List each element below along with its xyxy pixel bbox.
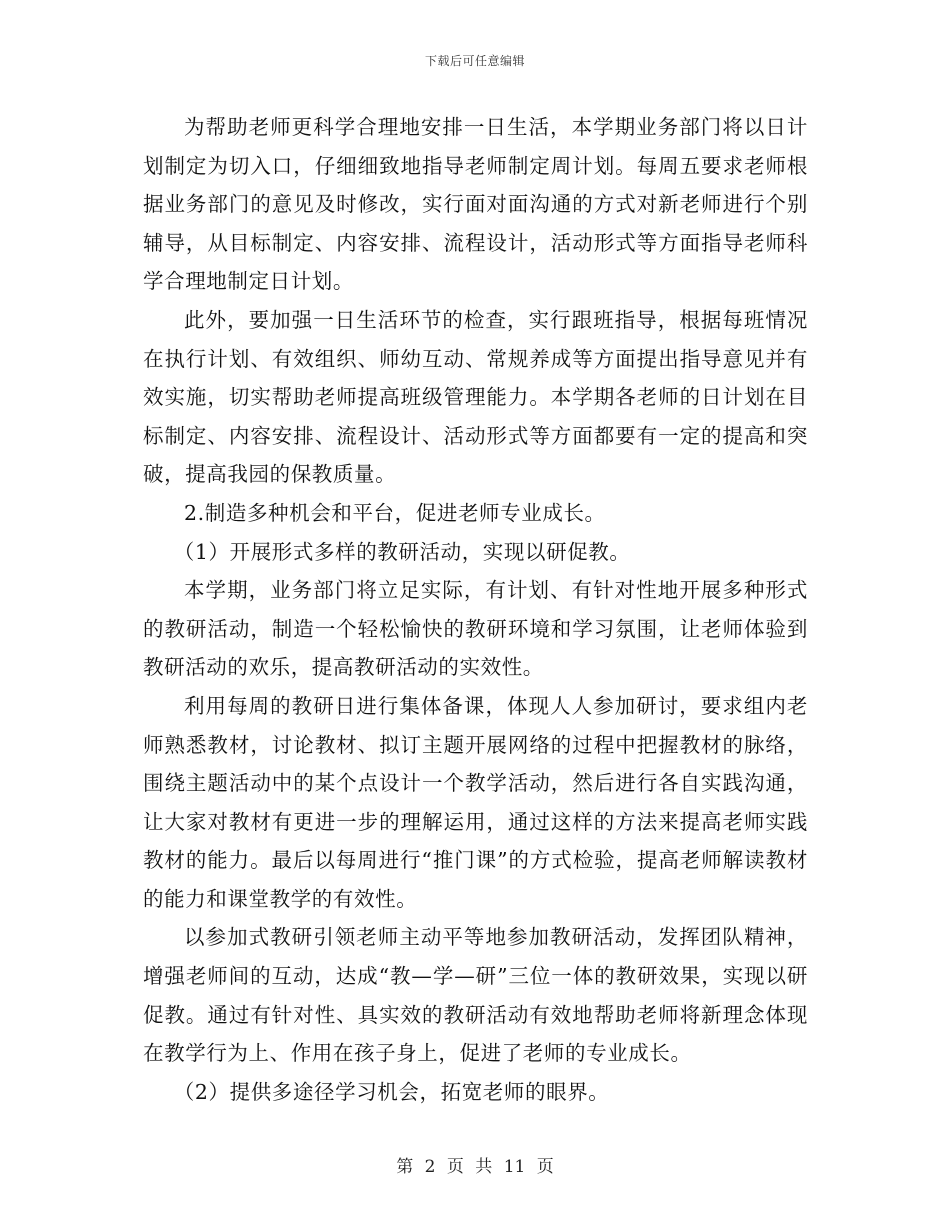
paragraph-participatory-research: 以参加式教研引领老师主动平等地参加教研活动，发挥团队精神，增强老师间的互动，达成“教—学—研”三位一体的教研效果，实现以研促教。通过有针对性、具实效的教研活动有效地帮助老师将新理念体现在教学行为上、作用在孩子身上，促进了老师的专业成长。: [143, 925, 808, 1066]
paragraph-daily-plan: 为帮助老师更科学合理地安排一日生活，本学期业务部门将以日计划制定为切入口，仔细细致地指导老师制定周计划。每周五要求老师根据业务部门的意见及时修改，实行面对面沟通的方式对新老师进行个别辅导，从目标制定、内容安排、流程设计，活动形式等方面指导老师科学合理地制定日计划。: [143, 115, 808, 294]
subheading-teaching-research: （1）开展形式多样的教研活动，实现以研促教。: [173, 539, 631, 564]
paragraph-research-activities: 本学期，业务部门将立足实际，有计划、有针对性地开展多种形式的教研活动，制造一个轻松愉快的教研环境和学习氛围，让老师体验到教研活动的欢乐，提高教研活动的实效性。: [143, 578, 808, 680]
document-body: [143, 108, 808, 1111]
paragraph-collective-lesson-prep: 利用每周的教研日进行集体备课，体现人人参加研讨，要求组内老师熟悉教材，讨论教材、拟订主题开展网络的过程中把握教材的脉络，围绕主题活动中的某个点设计一个教学活动，然后进行各自实践沟通，让大家对教材有更进一步的理解运用，通过这样的方法来提高老师实践教材的能力。最后以每周进行“推门课”的方式检验，提高老师解读教材的能力和课堂教学的有效性。: [143, 693, 808, 911]
page-header-note: 下载后可任意编辑: [424, 54, 525, 68]
paragraph-inspection: 此外，要加强一日生活环节的检查，实行跟班指导，根据每班情况在执行计划、有效组织、师幼互动、常规养成等方面提出指导意见并有效实施，切实帮助老师提高班级管理能力。本学期各老师的日计划在目标制定、内容安排、流程设计、活动形式等方面都要有一定的提高和突破，提高我园的保教质量。: [143, 307, 808, 487]
subheading-learning-opportunities: （2）提供多途径学习机会，拓宽老师的眼界。: [173, 1079, 610, 1104]
page-number-footer: 第 2 页 共 11 页: [396, 1157, 554, 1177]
section-heading-professional-growth: 2.制造多种机会和平台，促进老师专业成长。: [184, 500, 606, 525]
